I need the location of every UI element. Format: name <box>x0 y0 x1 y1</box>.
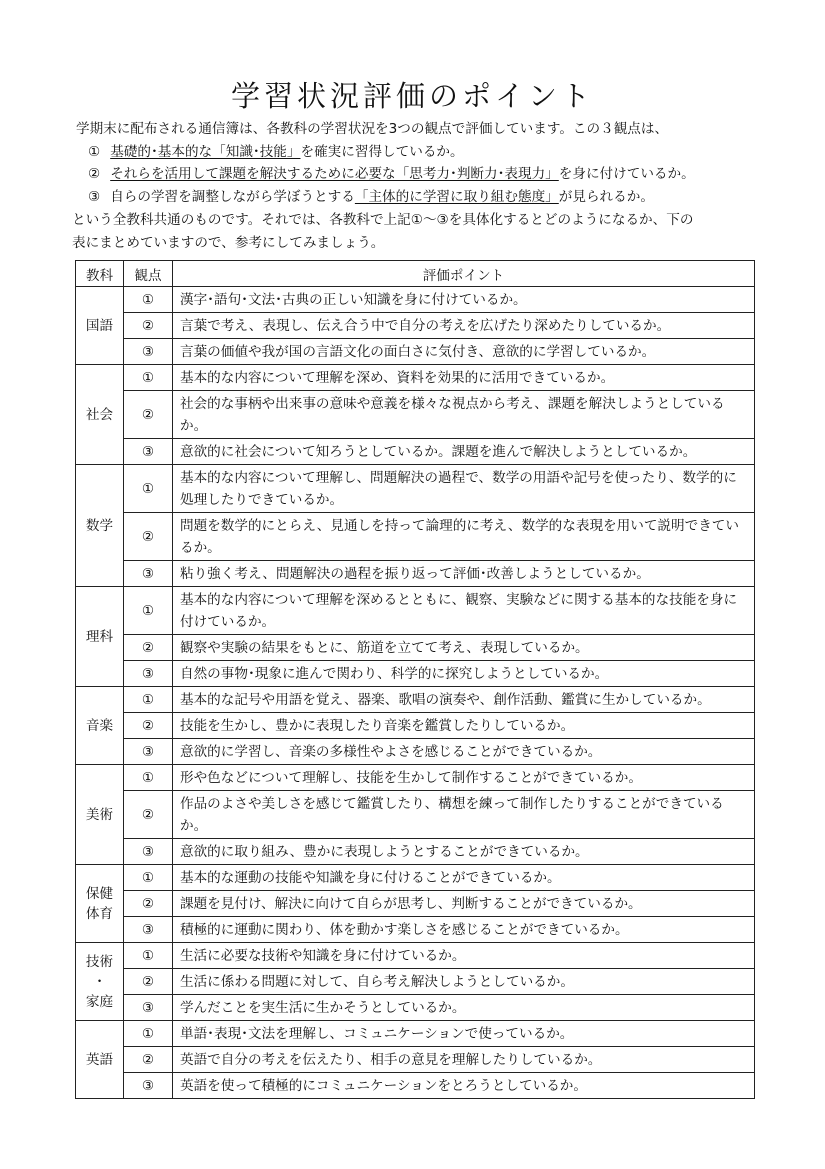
evaluation-point-cell: 英語を使って積極的にコミュニケーションをとろうとしているか。 <box>173 1073 755 1099</box>
viewpoint-cell: ③ <box>124 661 173 687</box>
viewpoint-cell: ① <box>124 465 173 513</box>
evaluation-point-cell: 課題を見付け、解決に向けて自らが思考し、判断することができているか。 <box>173 891 755 917</box>
viewpoint-cell: ① <box>124 587 173 635</box>
table-row <box>76 839 755 865</box>
subject-cell <box>76 943 124 1021</box>
table-row <box>76 995 755 1021</box>
evaluation-point-cell: 漢字･語句･文法･古典の正しい知識を身に付けているか。 <box>173 287 755 313</box>
viewpoint-cell: ③ <box>124 1073 173 1099</box>
table-row <box>76 969 755 995</box>
viewpoint-cell: ② <box>124 791 173 839</box>
evaluation-point-cell: 基本的な内容について理解を深め、資料を効果的に活用できているか。 <box>173 365 755 391</box>
underlined-phrase: それらを活用して課題を解決するために必要な「思考力･判断力･表現力」 <box>110 166 559 183</box>
subject-cell <box>76 365 124 465</box>
intro-line-5: という全教科共通のものです。それでは、各教科で上記①～③を具体化するとどのようになるか、下の <box>72 211 694 228</box>
viewpoint-cell: ② <box>124 891 173 917</box>
evaluation-point-cell: 基本的な内容について理解し、問題解決の過程で、数学の用語や記号を使ったり、数学的に処理したりできているか。 <box>173 465 755 513</box>
viewpoint-cell: ① <box>124 687 173 713</box>
item-number: ① <box>88 143 101 160</box>
viewpoint-cell: ② <box>124 969 173 995</box>
subject-name: 技術 <box>85 953 114 970</box>
viewpoint-cell: ① <box>124 287 173 313</box>
viewpoint-cell: ① <box>124 865 173 891</box>
viewpoint-cell: ② <box>124 313 173 339</box>
intro-line-1: 学期末に配布される通信簿は、各教科の学習状況を3つの観点で評価しています。この３観点は、 <box>76 121 669 137</box>
viewpoint-cell: ② <box>124 391 173 439</box>
viewpoint-cell: ② <box>124 713 173 739</box>
viewpoint-cell: ① <box>124 365 173 391</box>
table-row <box>76 1073 755 1099</box>
viewpoint-cell: ② <box>124 1047 173 1073</box>
evaluation-table <box>75 260 755 1099</box>
evaluation-point-cell: 生活に係わる問題に対して、自ら考え解決しようとしているか。 <box>173 969 755 995</box>
subject-cell <box>76 587 124 687</box>
viewpoint-cell: ③ <box>124 739 173 765</box>
evaluation-point-cell: 言葉で考え、表現し、伝え合う中で自分の考えを広げたり深めたりしているか。 <box>173 313 755 339</box>
evaluation-point-cell: 形や色などについて理解し、技能を生かして制作することができているか。 <box>173 765 755 791</box>
subject-cell <box>76 687 124 765</box>
item-number: ③ <box>88 189 101 206</box>
table-row <box>76 287 755 313</box>
intro-text <box>72 118 776 254</box>
subject-name: 数学 <box>85 517 114 534</box>
evaluation-point-cell: 観察や実験の結果をもとに、筋道を立てて考え、表現しているか。 <box>173 635 755 661</box>
table-row <box>76 465 755 513</box>
evaluation-point-cell: 粘り強く考え、問題解決の過程を振り返って評価･改善しようとしているか。 <box>173 561 755 587</box>
subject-cell <box>76 1021 124 1099</box>
table-row <box>76 365 755 391</box>
table-header-row <box>76 261 755 287</box>
viewpoint-cell: ③ <box>124 439 173 465</box>
evaluation-point-cell: 問題を数学的にとらえ、見通しを持って論理的に考え、数学的な表現を用いて説明できているか。 <box>173 513 755 561</box>
subject-name: 国語 <box>85 317 114 334</box>
item-number: ② <box>88 166 101 183</box>
underlined-phrase: 「主体的に学習に取り組む態度」 <box>354 189 559 206</box>
evaluation-point-cell: 英語で自分の考えを伝えたり、相手の意見を理解したりしているか。 <box>173 1047 755 1073</box>
subject-cell <box>76 465 124 587</box>
intro-item-1: ① 基礎的･基本的な「知識･技能」を確実に習得しているか。 <box>88 143 464 160</box>
subject-cell <box>76 865 124 943</box>
table-row <box>76 687 755 713</box>
header-subject: 教科 <box>76 261 124 287</box>
subject-name: 音楽 <box>85 717 114 734</box>
table-row <box>76 439 755 465</box>
subject-cell <box>76 287 124 365</box>
table-row <box>76 313 755 339</box>
evaluation-point-cell: 技能を生かし、豊かに表現したり音楽を鑑賞したりしているか。 <box>173 713 755 739</box>
evaluation-point-cell: 基本的な内容について理解を深めるとともに、観察、実験などに関する基本的な技能を身に付けているか。 <box>173 587 755 635</box>
viewpoint-cell: ① <box>124 765 173 791</box>
viewpoint-cell: ③ <box>124 917 173 943</box>
evaluation-point-cell: 自然の事物･現象に進んで関わり、科学的に探究しようとしているか。 <box>173 661 755 687</box>
evaluation-point-cell: 意欲的に学習し、音楽の多様性やよさを感じることができているか。 <box>173 739 755 765</box>
evaluation-point-cell: 単語･表現･文法を理解し、コミュニケーションで使っているか。 <box>173 1021 755 1047</box>
table-row <box>76 739 755 765</box>
table-row <box>76 1021 755 1047</box>
underlined-phrase: 基礎的･基本的な「知識･技能」 <box>110 143 301 160</box>
header-points: 評価ポイント <box>173 261 755 287</box>
evaluation-point-cell: 生活に必要な技術や知識を身に付けているか。 <box>173 943 755 969</box>
table-body <box>76 287 755 1099</box>
subject-cell <box>76 765 124 865</box>
subject-name: 理科 <box>85 628 114 645</box>
evaluation-point-cell: 社会的な事柄や出来事の意味や意義を様々な視点から考え、課題を解決しようとしているか。 <box>173 391 755 439</box>
evaluation-point-cell: 基本的な運動の技能や知識を身に付けることができているか。 <box>173 865 755 891</box>
evaluation-point-cell: 基本的な記号や用語を覚え、器楽、歌唱の演奏や、創作活動、鑑賞に生かしているか。 <box>173 687 755 713</box>
subject-name: 英語 <box>85 1051 114 1068</box>
evaluation-point-cell: 積極的に運動に関わり、体を動かす楽しさを感じることができているか。 <box>173 917 755 943</box>
table-row <box>76 917 755 943</box>
evaluation-point-cell: 学んだことを実生活に生かそうとしているか。 <box>173 995 755 1021</box>
table-row <box>76 513 755 561</box>
page-title: 学習状況評価のポイント <box>230 79 594 113</box>
table-row <box>76 391 755 439</box>
viewpoint-cell: ③ <box>124 339 173 365</box>
table-row <box>76 865 755 891</box>
table-row <box>76 587 755 635</box>
subject-name: 家庭 <box>85 993 114 1010</box>
subject-name: 体育 <box>85 905 114 922</box>
viewpoint-cell: ③ <box>124 995 173 1021</box>
table-row <box>76 339 755 365</box>
subject-name: 美術 <box>85 806 114 823</box>
evaluation-point-cell: 意欲的に社会について知ろうとしているか。課題を進んで解決しようとしているか。 <box>173 439 755 465</box>
subject-name: 社会 <box>85 406 114 423</box>
table-row <box>76 561 755 587</box>
table-row <box>76 765 755 791</box>
table-row <box>76 661 755 687</box>
subject-name: ・ <box>92 973 107 990</box>
table-row <box>76 891 755 917</box>
viewpoint-cell: ① <box>124 1021 173 1047</box>
table-row <box>76 635 755 661</box>
evaluation-point-cell: 意欲的に取り組み、豊かに表現しようとすることができているか。 <box>173 839 755 865</box>
viewpoint-cell: ① <box>124 943 173 969</box>
table-row <box>76 713 755 739</box>
subject-name: 保健 <box>85 885 114 902</box>
table-row <box>76 791 755 839</box>
viewpoint-cell: ③ <box>124 561 173 587</box>
viewpoint-cell: ② <box>124 513 173 561</box>
evaluation-point-cell: 作品のよさや美しさを感じて鑑賞したり、構想を練って制作したりすることができているか。 <box>173 791 755 839</box>
intro-item-3: ③ 自らの学習を調整しながら学ぼうとする「主体的に学習に取り組む態度」が見られるか。 <box>88 189 654 206</box>
header-viewpoint: 観点 <box>124 261 173 287</box>
viewpoint-cell: ② <box>124 635 173 661</box>
intro-line-6: 表にまとめていますので、参考にしてみましょう。 <box>72 234 385 251</box>
table-row <box>76 943 755 969</box>
viewpoint-cell: ③ <box>124 839 173 865</box>
table-row <box>76 1047 755 1073</box>
intro-item-2: ② それらを活用して課題を解決するために必要な「思考力･判断力･表現力」を身に付けているか。 <box>88 166 695 183</box>
evaluation-point-cell: 言葉の価値や我が国の言語文化の面白さに気付き、意欲的に学習しているか。 <box>173 339 755 365</box>
